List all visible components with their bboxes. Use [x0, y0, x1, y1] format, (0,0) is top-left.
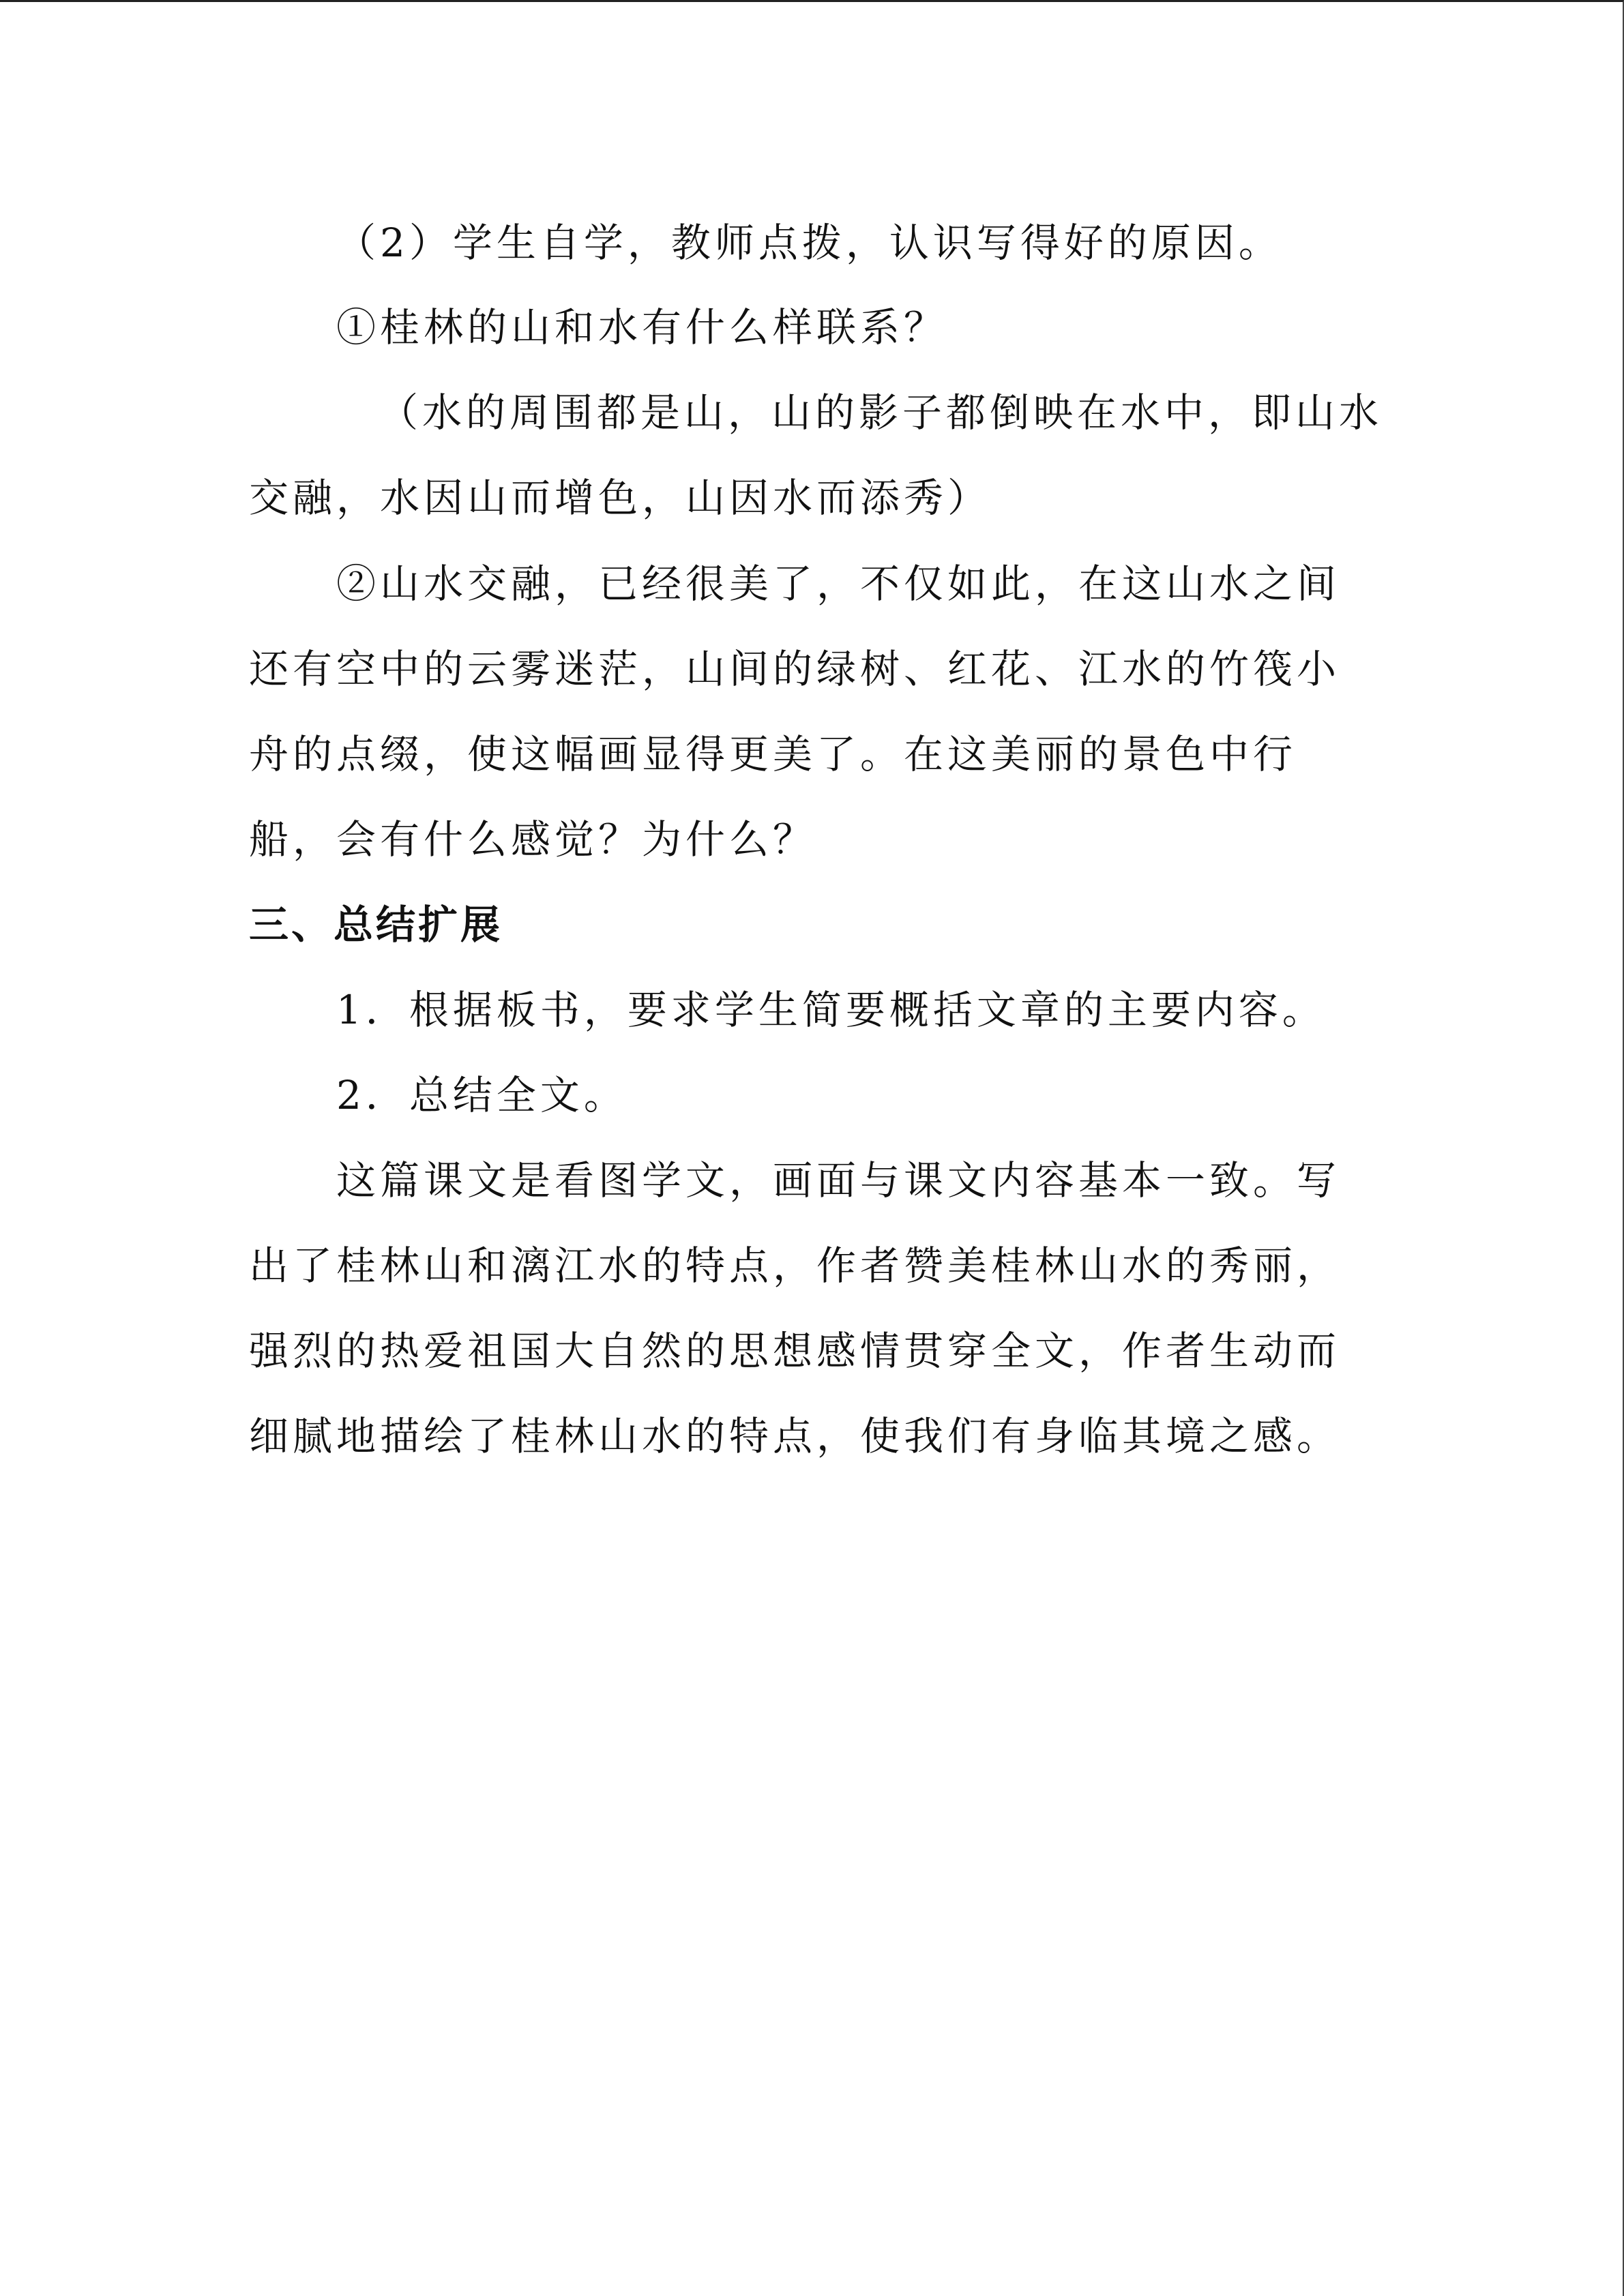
paragraph-line: 交融，水因山而增色，山因水而添秀） [249, 475, 992, 521]
paragraph-line: 2．总结全文。 [336, 1072, 628, 1118]
paragraph-line: ②山水交融，已经很美了，不仅如此，在这山水之间 [336, 561, 1341, 607]
paragraph-line: 舟的点缀，使这幅画显得更美了。在这美丽的景色中行 [249, 731, 1297, 777]
paragraph-line: （水的周围都是山，山的影子都倒映在水中，即山水 [379, 389, 1383, 436]
paragraph-line: 1．根据板书，要求学生简要概括文章的主要内容。 [336, 987, 1326, 1033]
paragraph-line: 出了桂林山和漓江水的特点，作者赞美桂林山水的秀丽， [249, 1242, 1341, 1289]
paragraph-line: 细腻地描绘了桂林山水的特点，使我们有身临其境之感。 [249, 1413, 1341, 1459]
paragraph-line: ①桂林的山和水有什么样联系？ [336, 304, 948, 351]
paragraph-line: （2）学生自学，教师点拨，认识写得好的原因。 [336, 220, 1282, 266]
paragraph-line: 船，会有什么感觉？为什么？ [249, 816, 817, 863]
paragraph-line: 这篇课文是看图学文，画面与课文内容基本一致。写 [336, 1157, 1341, 1204]
paragraph-line: 还有空中的云雾迷茫，山间的绿树、红花、江水的竹筏小 [249, 646, 1341, 692]
paragraph-line: 强烈的热爱祖国大自然的思想感情贯穿全文，作者生动而 [249, 1328, 1341, 1374]
section-heading: 三、总结扩展 [249, 901, 503, 948]
